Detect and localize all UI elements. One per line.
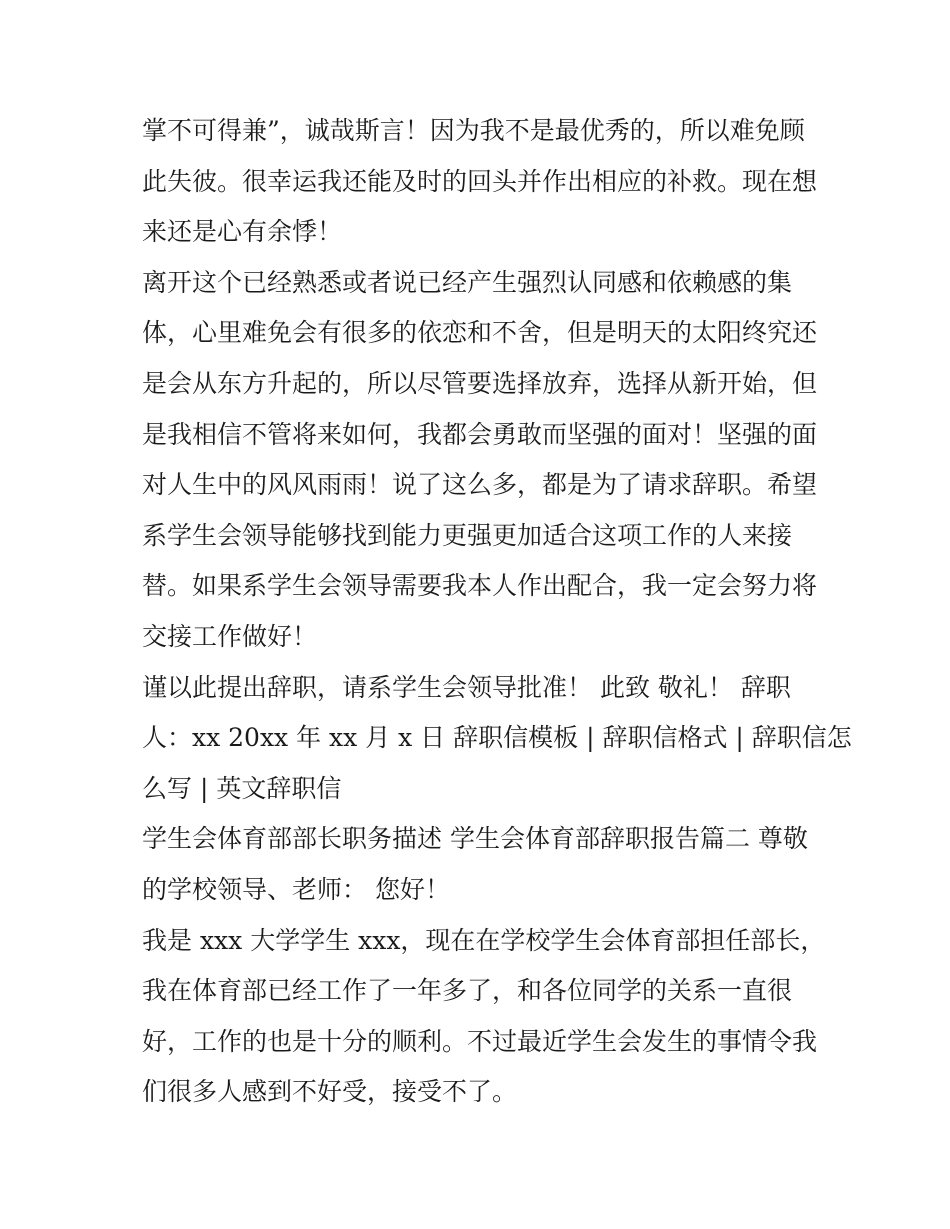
text-line: 我在体育部已经工作了一年多了，和各位同学的关系一直很 [142, 976, 793, 1006]
text-line: 么写 | 英文辞职信 [142, 773, 342, 803]
document-body [142, 106, 852, 1118]
text-line: 是会从东方升起的，所以尽管要选择放弃，选择从新开始，但 [142, 368, 818, 398]
paragraph [142, 663, 852, 815]
text-line: 学生会体育部部长职务描述 学生会体育部辞职报告篇二 尊敬 [142, 824, 808, 854]
text-line: 好，工作的也是十分的顺利。不过最近学生会发生的事情令我 [142, 1026, 818, 1056]
text-line: 我是 xxx 大学学生 xxx，现在在学校学生会体育部担任部长， [142, 925, 826, 955]
paragraph [142, 106, 822, 258]
text-line: 体，心里难免会有很多的依恋和不舍，但是明天的太阳终究还 [142, 318, 818, 348]
paragraph [142, 814, 822, 915]
text-line: 来还是心有余悸！ [142, 217, 343, 247]
text-line: 替。如果系学生会领导需要我本人作出配合，我一定会努力将 [142, 571, 818, 601]
text-line: 人：xx 20xx 年 xx 月 x 日 辞职信模板 | 辞职信格式 | 辞职信怎 [142, 723, 852, 753]
text-line: 离开这个已经熟悉或者说已经产生强烈认同感和依赖感的集 [142, 267, 793, 297]
text-line: 掌不可得兼”，诚哉斯言！因为我不是最优秀的，所以难免顾 [142, 116, 805, 145]
text-line: 对人生中的风风雨雨！说了这么多，都是为了请求辞职。希望 [142, 470, 818, 500]
text-line: 谨以此提出辞职，请系学生会领导批准！ 此致 敬礼！ 辞职 [142, 672, 791, 702]
text-line: 的学校领导、老师： 您好！ [142, 874, 450, 904]
text-line: 是我相信不管将来如何，我都会勇敢而坚强的面对！坚强的面 [142, 419, 818, 449]
text-line: 系学生会领导能够找到能力更强更加适合这项工作的人来接 [142, 520, 793, 550]
paragraph [142, 258, 822, 663]
text-line: 们很多人感到不好受，接受不了。 [142, 1077, 518, 1107]
paragraph [142, 916, 826, 1118]
text-line: 此失彼。很幸运我还能及时的回头并作出相应的补救。现在想 [142, 166, 818, 196]
text-line: 交接工作做好！ [142, 621, 318, 651]
